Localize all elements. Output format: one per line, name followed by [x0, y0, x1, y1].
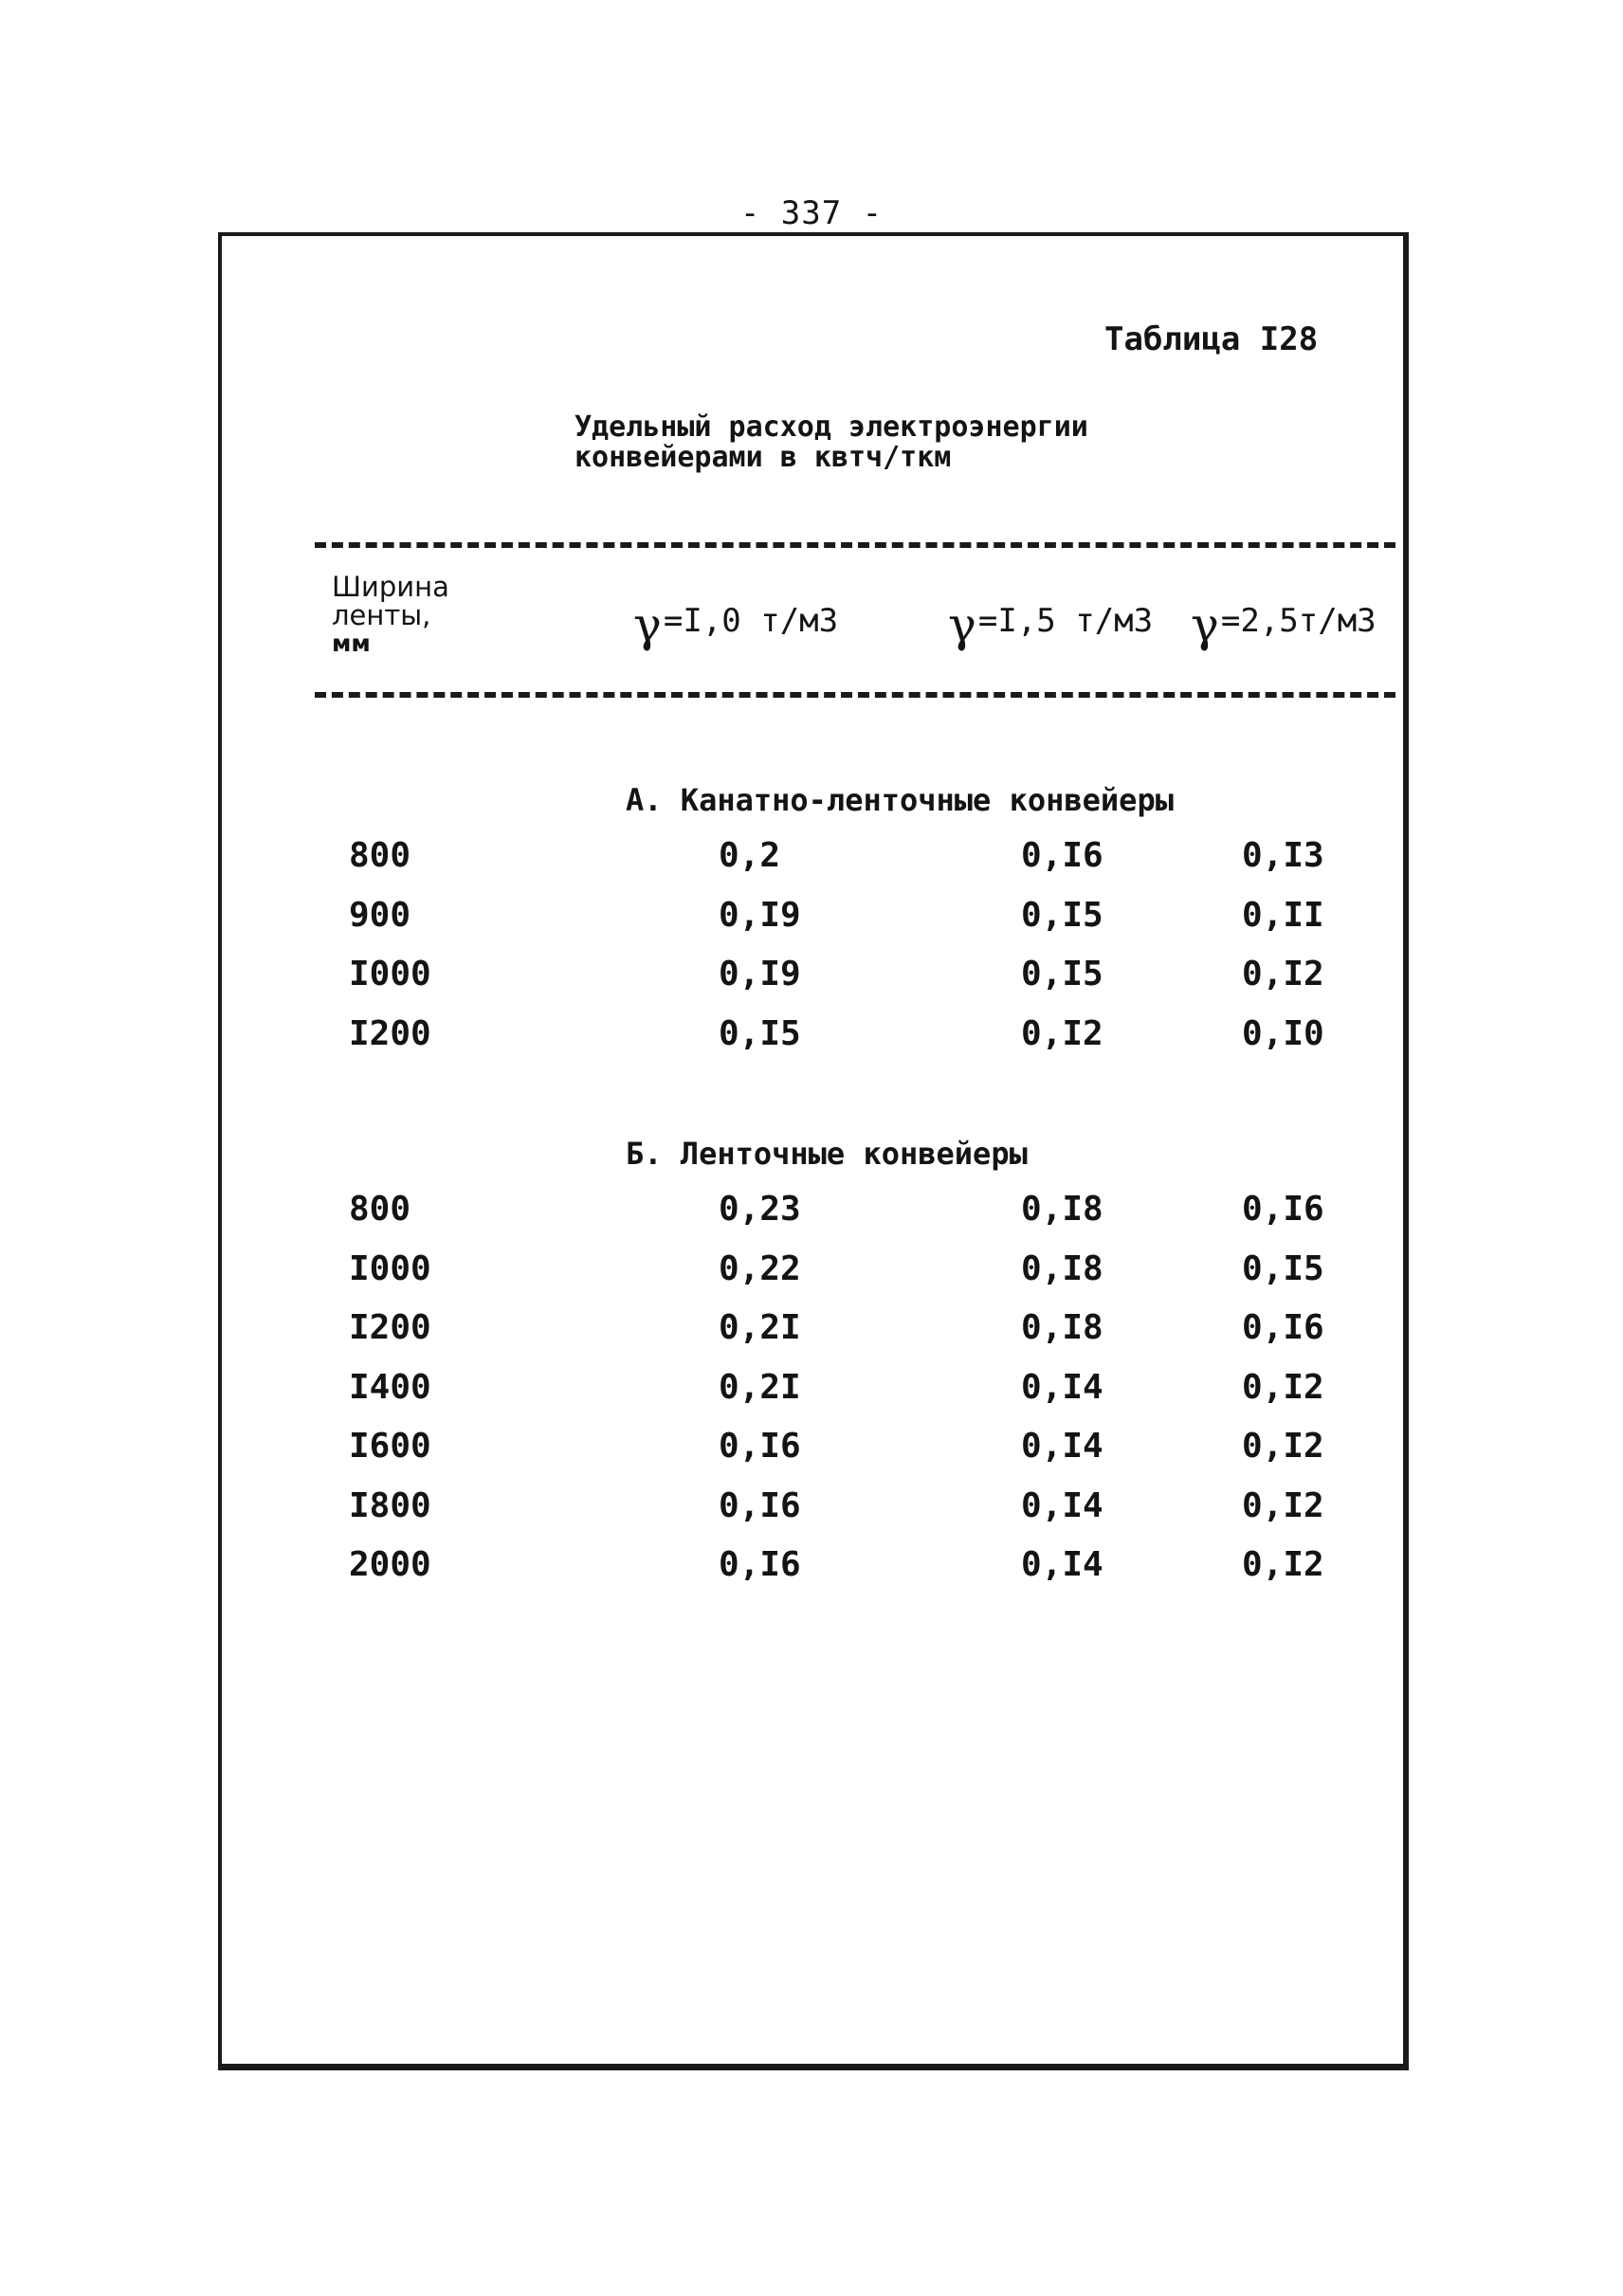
table-number: Таблица I28 [1104, 320, 1319, 358]
cell-value-density-2: 0,I5 [1021, 955, 1103, 993]
cell-belt-width: I600 [349, 1427, 431, 1466]
cell-value-density-1: 0,2I [719, 1308, 801, 1347]
header-col-label: =2,5т/м3 [1220, 602, 1377, 640]
table-title-line-1: Удельный расход электроэнергии [574, 410, 1088, 444]
cell-belt-width: I800 [349, 1485, 431, 1525]
cell-value-density-2: 0,I8 [1021, 1308, 1103, 1347]
header-belt-width [332, 573, 449, 658]
cell-value-density-1: 0,2 [719, 836, 781, 875]
cell-value-density-2: 0,I8 [1021, 1248, 1103, 1288]
section-title: Б. Ленточные конвейеры [626, 1136, 1028, 1172]
cell-value-density-3: 0,I2 [1242, 955, 1324, 993]
cell-value-density-1: 0,I9 [719, 895, 801, 935]
cell-value-density-1: 0,22 [719, 1248, 801, 1288]
cell-value-density-3: 0,I2 [1242, 1545, 1324, 1584]
header-col-label: =I,5 т/м3 [977, 602, 1154, 640]
cell-value-density-3: 0,I2 [1242, 1367, 1324, 1407]
header-col-label: =I,0 т/м3 [663, 602, 839, 640]
cell-value-density-2: 0,I8 [1021, 1190, 1103, 1229]
header-rule-bottom [315, 692, 1395, 698]
cell-value-density-3: 0,I6 [1242, 1308, 1324, 1347]
cell-belt-width: I000 [349, 955, 431, 993]
cell-value-density-3: 0,II [1242, 895, 1324, 935]
gamma-symbol: γ [1191, 597, 1219, 652]
cell-belt-width: 800 [349, 1190, 411, 1229]
cell-value-density-3: 0,I2 [1242, 1427, 1324, 1466]
header-rule-top [315, 542, 1395, 548]
cell-belt-width: 2000 [349, 1545, 431, 1584]
cell-value-density-1: 0,I5 [719, 1013, 801, 1053]
cell-value-density-2: 0,I4 [1021, 1427, 1103, 1466]
header-col-density-3 [1191, 597, 1377, 652]
cell-belt-width: I200 [349, 1308, 431, 1347]
cell-belt-width: I400 [349, 1367, 431, 1407]
cell-value-density-1: 0,I6 [719, 1427, 801, 1466]
page-number: - 337 - [739, 194, 884, 232]
cell-value-density-3: 0,I0 [1242, 1013, 1324, 1053]
header-belt-width-line-1: Ширина [332, 571, 449, 603]
cell-value-density-1: 0,I9 [719, 955, 801, 993]
section-title: А. Канатно-ленточные конвейеры [626, 782, 1174, 818]
header-col-density-2 [948, 597, 1154, 652]
cell-belt-width: I200 [349, 1013, 431, 1053]
cell-value-density-3: 0,I6 [1242, 1190, 1324, 1229]
cell-value-density-1: 0,2I [719, 1367, 801, 1407]
cell-value-density-2: 0,I4 [1021, 1545, 1103, 1584]
cell-value-density-1: 0,I6 [719, 1545, 801, 1584]
cell-value-density-2: 0,I6 [1021, 836, 1103, 875]
cell-value-density-3: 0,I3 [1242, 836, 1324, 875]
cell-belt-width: 900 [349, 895, 411, 935]
cell-belt-width: I000 [349, 1248, 431, 1288]
cell-value-density-3: 0,I2 [1242, 1485, 1324, 1525]
cell-belt-width: 800 [349, 836, 411, 875]
header-col-density-1 [633, 597, 839, 652]
cell-value-density-1: 0,23 [719, 1190, 801, 1229]
cell-value-density-2: 0,I2 [1021, 1013, 1103, 1053]
cell-value-density-2: 0,I4 [1021, 1367, 1103, 1407]
header-belt-width-line-2: ленты, [332, 599, 431, 631]
gamma-symbol: γ [633, 597, 662, 652]
table-title-line-2: конвейерами в квтч/ткм [574, 441, 952, 474]
cell-value-density-3: 0,I5 [1242, 1248, 1324, 1288]
cell-value-density-2: 0,I4 [1021, 1485, 1103, 1525]
cell-value-density-1: 0,I6 [719, 1485, 801, 1525]
header-belt-width-unit: мм [332, 629, 371, 657]
cell-value-density-2: 0,I5 [1021, 895, 1103, 935]
gamma-symbol: γ [948, 597, 976, 652]
